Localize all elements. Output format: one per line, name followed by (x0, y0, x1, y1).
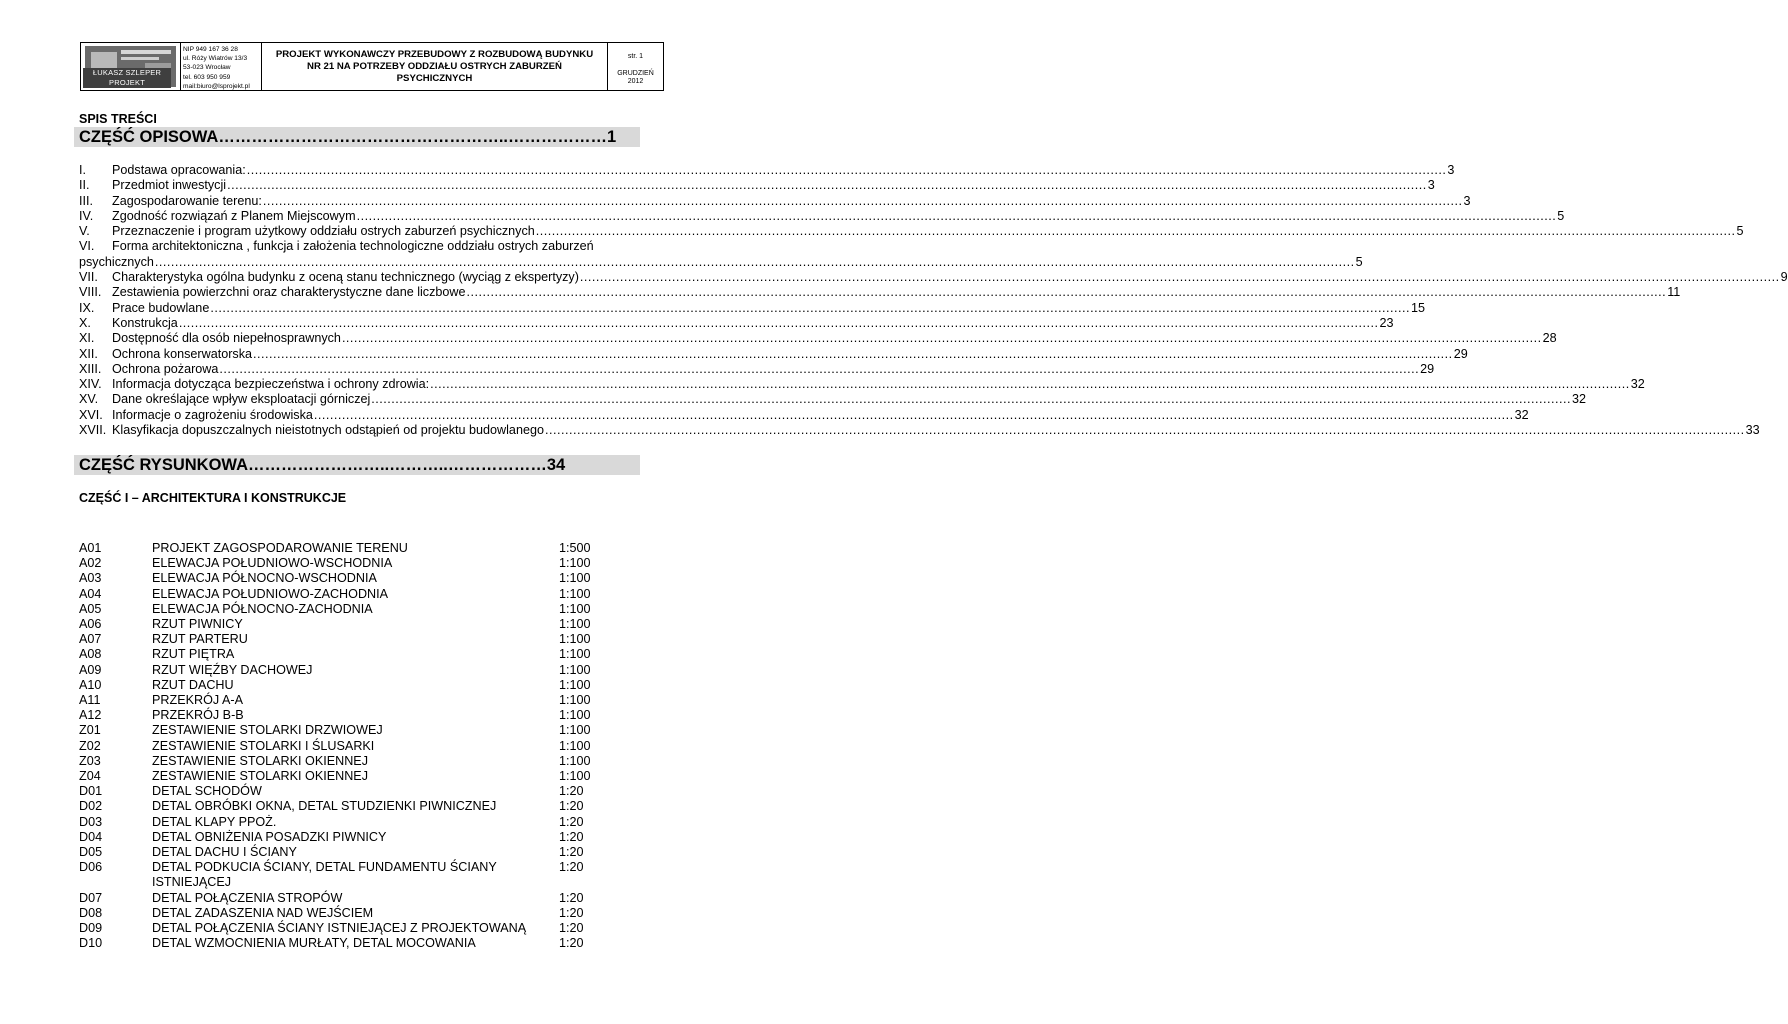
drawing-row (79, 769, 669, 784)
toc-entry-page: 3 (1463, 193, 1471, 208)
toc-entry-title: psychicznych (79, 254, 154, 269)
toc-entry[interactable] (79, 392, 1586, 407)
drawing-scale: 1:100 (559, 677, 591, 692)
drawing-scale: 1:100 (559, 662, 591, 677)
logo-text: ŁUKASZ SZLEPER PROJEKT (83, 68, 171, 88)
toc-part2-heading: CZĘŚĆ RYSUNKOWA……………………..………..………………34 (79, 456, 566, 474)
drawing-code: A04 (79, 586, 102, 601)
drawing-title: ELEWACJA POŁUDNIOWO-ZACHODNIA (152, 586, 389, 601)
drawing-code: D01 (79, 784, 103, 799)
drawing-title: DETAL DACHU I ŚCIANY (152, 845, 297, 860)
toc-entry-page: 28 (1542, 331, 1557, 346)
toc-list (79, 163, 1788, 438)
toc-dot-leader: ............................................................................................................................................................................................................................................................................................................ (246, 163, 1447, 177)
toc-entry-page: 29 (1453, 346, 1468, 361)
drawing-scale: 1:100 (559, 738, 591, 753)
contact-street: ul. Róży Wiatrów 13/3 (183, 55, 248, 63)
drawing-title: RZUT WIĘŹBY DACHOWEJ (152, 662, 313, 677)
drawing-code: A06 (79, 617, 102, 632)
toc-entry-number: XI. (79, 331, 95, 346)
drawing-code: D08 (79, 905, 103, 920)
toc-entry-page: 3 (1447, 163, 1455, 177)
drawing-title: RZUT DACHU (152, 677, 234, 692)
drawing-code: A10 (79, 677, 102, 692)
drawing-row (79, 845, 669, 860)
toc-entry-page: 5 (1557, 208, 1565, 223)
drawing-title: DETAL POŁĄCZENIA STROPÓW (152, 890, 343, 905)
toc-entry-title: Informacje o zagrożeniu środowiska (112, 407, 313, 422)
toc-entry-title: Informacja dotycząca bezpieczeństwa i ochrony zdrowia: (112, 377, 430, 392)
drawing-title: DETAL ZADASZENIA NAD WEJŚCIEM (152, 905, 374, 920)
toc-entry-page: 29 (1420, 361, 1435, 376)
drawing-scale: 1:100 (559, 617, 591, 632)
drawing-title: PRZEKRÓJ B-B (152, 708, 244, 723)
drawing-code: Z03 (79, 753, 101, 768)
toc-dot-leader: ............................................................................................................................................................................................................................................................................................................ (210, 300, 1411, 315)
drawing-title: PRZEKRÓJ A-A (152, 693, 243, 708)
drawing-code: Z04 (79, 769, 101, 784)
toc-entry[interactable] (79, 331, 1557, 346)
toc-entry-title: Forma architektoniczna , funkcja i założenia technologiczne oddziału ostrych zaburzeń (112, 239, 594, 254)
contact-city: 53-023 Wrocław (183, 64, 231, 72)
drawing-scale: 1:20 (559, 921, 584, 936)
drawing-row (79, 678, 669, 693)
drawing-row (79, 571, 669, 586)
drawing-code: D04 (79, 829, 103, 844)
drawing-scale: 1:100 (559, 769, 591, 784)
toc-dot-leader: ............................................................................................................................................................................................................................................................................................................ (253, 346, 1453, 361)
drawing-row (79, 602, 669, 617)
toc-dot-leader: ............................................................................................................................................................................................................................................................................................................ (219, 361, 1420, 376)
page-number: str. 1 (627, 53, 644, 60)
toc-entry-number: XVII. (79, 423, 107, 438)
toc-entry-title: Przeznaczenie i program użytkowy oddziału ostrych zaburzeń psychicznych (112, 224, 535, 239)
drawing-code: A03 (79, 571, 102, 586)
toc-entry-page: 11 (1667, 285, 1681, 300)
drawing-code: A08 (79, 647, 102, 662)
toc-entry[interactable] (79, 300, 1426, 316)
drawing-code: D10 (79, 936, 103, 951)
toc-entry-title: Klasyfikacja dopuszczalnych nieistotnych odstąpień od projektu budowlanego (112, 423, 544, 438)
drawing-row (79, 632, 669, 647)
drawing-code: A02 (79, 556, 102, 571)
toc-entry[interactable] (79, 346, 1468, 362)
drawing-title: DETAL POŁĄCZENIA ŚCIANY ISTNIEJĄCEJ Z PROJEKTOWANĄ (152, 921, 527, 936)
toc-dot-leader: ............................................................................................................................................................................................................................................................................................................ (341, 331, 1542, 346)
toc-entry[interactable] (79, 285, 1681, 300)
drawing-code: D09 (79, 921, 103, 936)
drawing-row (79, 587, 669, 602)
toc-entry[interactable] (79, 377, 1645, 392)
drawing-code: D02 (79, 799, 103, 814)
toc-entry[interactable] (79, 208, 1565, 224)
toc-entry-title: Podstawa opracowania: (112, 163, 246, 177)
contact-info (181, 43, 262, 90)
toc-entry-page: 3 (1427, 178, 1435, 193)
drawing-scale: 1:20 (559, 799, 584, 814)
drawing-list (79, 541, 669, 951)
drawing-row (79, 815, 669, 830)
toc-entry-title: Przedmiot inwestycji (112, 178, 227, 193)
drawing-row (79, 830, 669, 845)
toc-entry[interactable] (79, 270, 1788, 285)
drawing-title: ELEWACJA PÓŁNOCNO-WSCHODNIA (152, 571, 377, 586)
toc-dot-leader: ............................................................................................................................................................................................................................................................................................................ (544, 423, 1745, 438)
drawing-code: D07 (79, 890, 103, 905)
toc-dot-leader: ............................................................................................................................................................................................................................................................................................................ (227, 178, 1427, 193)
toc-heading: SPIS TREŚCI (79, 112, 157, 126)
toc-entry-number: XIV. (79, 377, 102, 392)
toc-entry[interactable] (79, 361, 1435, 377)
drawing-row (79, 617, 669, 632)
drawing-row (79, 784, 669, 799)
toc-entry-title: Dane określające wpływ eksploatacji górniczej (112, 392, 371, 407)
toc-entry-number: XV. (79, 392, 99, 407)
drawing-scale: 1:100 (559, 601, 591, 616)
toc-entry-page: 5 (1736, 224, 1744, 239)
drawing-scale: 1:20 (559, 829, 584, 844)
drawing-code: D05 (79, 845, 103, 860)
toc-entry-page: 33 (1745, 423, 1760, 438)
contact-email: mail:biuro@lsprojekt.pl (183, 82, 250, 90)
drawing-code: A05 (79, 601, 102, 616)
drawing-code: A07 (79, 632, 102, 647)
drawing-title: RZUT PIWNICY (152, 617, 243, 632)
drawing-title: ZESTAWIENIE STOLARKI I ŚLUSARKI (152, 738, 375, 753)
drawing-code: D06 (79, 860, 103, 875)
drawing-row (79, 921, 669, 936)
toc-dot-leader: ............................................................................................................................................................................................................................................................................................................ (313, 407, 1514, 422)
toc-dot-leader: ............................................................................................................................................................................................................................................................................................................ (430, 377, 1630, 392)
toc-entry-page: 9 (1780, 270, 1788, 285)
drawing-code: A01 (79, 541, 102, 555)
toc-entry-page: 5 (1355, 254, 1363, 269)
drawing-row (79, 723, 669, 738)
drawing-scale: 1:100 (559, 693, 591, 708)
toc-entry-number: XII. (79, 346, 98, 361)
toc-entry[interactable] (79, 178, 1435, 193)
drawing-title: RZUT PARTERU (152, 632, 248, 647)
toc-entry[interactable] (79, 163, 1455, 178)
page-info (608, 43, 663, 90)
drawing-code: A11 (79, 693, 101, 708)
drawing-scale: 1:20 (559, 784, 584, 799)
toc-entry-title: Zgodność rozwiązań z Planem Miejscowym (112, 208, 356, 223)
toc-entry[interactable] (79, 407, 1529, 423)
drawing-title: ELEWACJA POŁUDNIOWO-WSCHODNIA (152, 556, 393, 571)
drawing-scale: 1:100 (559, 647, 591, 662)
contact-phone: tel. 603 950 959 (183, 73, 231, 81)
drawing-scale: 1:20 (559, 936, 584, 951)
toc-entry-number: VIII. (79, 285, 102, 300)
drawing-row (79, 693, 669, 708)
drawing-title: ELEWACJA PÓŁNOCNO-ZACHODNIA (152, 601, 373, 616)
toc-entry-number: II. (79, 178, 90, 193)
document-header (80, 42, 664, 91)
toc-entry-number: IV. (79, 208, 94, 223)
drawing-row (79, 754, 669, 769)
drawing-scale: 1:100 (559, 571, 591, 586)
toc-dot-leader: ............................................................................................................................................................................................................................................................................................................ (262, 193, 1463, 208)
drawing-scale: 1:20 (559, 905, 584, 920)
toc-dot-leader: ............................................................................................................................................................................................................................................................................................................ (371, 392, 1571, 407)
drawing-code: A09 (79, 662, 102, 677)
drawing-row (79, 647, 669, 662)
drawing-scale: 1:100 (559, 632, 591, 647)
drawing-code: Z01 (79, 723, 101, 738)
toc-entry-title: Konstrukcja (112, 315, 178, 330)
toc-entry-number: VI. (79, 239, 95, 254)
toc-entry-title: Zestawienia powierzchni oraz charakterystyczne dane liczbowe (112, 285, 466, 300)
toc-entry[interactable] (79, 423, 1760, 438)
toc-dot-leader: ............................................................................................................................................................................................................................................................................................................ (466, 285, 1667, 300)
toc-entry-title: Charakterystyka ogólna budynku z oceną stanu technicznego (wyciąg z ekspertyzy) (112, 270, 579, 285)
toc-entry-page: 15 (1411, 300, 1426, 315)
toc-entry-title: Ochrona pożarowa (112, 361, 219, 376)
drawing-title: PROJEKT ZAGOSPODAROWANIE TERENU (152, 541, 408, 555)
drawing-title: DETAL PODKUCIA ŚCIANY, DETAL FUNDAMENTU ŚCIANY ISTNIEJĄCEJ (152, 860, 497, 890)
drawing-row (79, 556, 669, 571)
drawing-title: ZESTAWIENIE STOLARKI DRZWIOWEJ (152, 723, 383, 738)
drawing-title: DETAL WZMOCNIENIA MURŁATY, DETAL MOCOWANIA (152, 936, 476, 951)
toc-entry-title: Prace budowlane (112, 300, 210, 315)
drawing-title: DETAL KLAPY PPOŻ. (152, 814, 277, 829)
contact-nip: NIP 949 167 36 28 (183, 46, 238, 53)
toc-entry-number: VII. (79, 270, 98, 285)
document-date (608, 70, 663, 86)
date-month: GRUDZIEŃ (617, 70, 654, 77)
toc-entry[interactable] (79, 239, 649, 254)
company-logo (81, 43, 181, 90)
drawing-row (79, 708, 669, 723)
toc-entry-number: V. (79, 224, 90, 239)
toc-entry[interactable] (79, 193, 1471, 209)
drawing-row (79, 860, 669, 890)
drawing-code: D03 (79, 814, 103, 829)
drawing-title: ZESTAWIENIE STOLARKI OKIENNEJ (152, 769, 368, 784)
toc-entry[interactable] (79, 254, 1363, 270)
toc-dot-leader: ............................................................................................................................................................................................................................................................................................................ (535, 224, 1736, 239)
toc-entry-title: Dostępność dla osób niepełnosprawnych (112, 331, 341, 346)
drawing-scale: 1:20 (559, 890, 584, 905)
toc-dot-leader: ............................................................................................................................................................................................................................................................................................................ (154, 254, 1355, 269)
project-title: PROJEKT WYKONAWCZY PRZEBUDOWY Z ROZBUDOWĄ BUDYNKU NR 21 NA POTRZEBY ODDZIAŁU OSTRYCH ZABURZEŃ PSYCHICZNYCH (262, 43, 608, 90)
drawing-scale: 1:100 (559, 723, 591, 738)
drawing-row (79, 541, 669, 556)
drawing-row (79, 906, 669, 921)
drawing-scale: 1:100 (559, 586, 591, 601)
toc-entry-page: 32 (1514, 407, 1529, 422)
toc-entry-number: XIII. (79, 361, 102, 376)
toc-dot-leader: ............................................................................................................................................................................................................................................................................................................ (579, 270, 1780, 285)
drawing-title: DETAL OBNIŻENIA POSADZKI PIWNICY (152, 829, 387, 844)
toc-entry-number: XVI. (79, 407, 103, 422)
toc-entry-page: 32 (1630, 377, 1645, 392)
drawing-row (79, 936, 669, 951)
section-heading: CZĘŚĆ I – ARCHITEKTURA I KONSTRUKCJE (79, 491, 347, 505)
drawing-title: DETAL OBRÓBKI OKNA, DETAL STUDZIENKI PIWNICZNEJ (152, 799, 497, 814)
drawing-scale: 1:100 (559, 753, 591, 768)
drawing-scale: 1:20 (559, 860, 584, 875)
toc-entry[interactable] (79, 315, 1394, 331)
toc-entry-page: 23 (1379, 315, 1394, 330)
toc-entry-title: Zagospodarowanie terenu: (112, 193, 262, 208)
drawing-scale: 1:20 (559, 814, 584, 829)
toc-entry-number: III. (79, 193, 93, 208)
toc-entry-number: I. (79, 163, 86, 177)
toc-dot-leader: ............................................................................................................................................................................................................................................................................................................ (178, 315, 1379, 330)
drawing-row (79, 799, 669, 814)
drawing-row (79, 891, 669, 906)
toc-entry-number: IX. (79, 300, 95, 315)
drawing-scale: 1:20 (559, 845, 584, 860)
drawing-title: ZESTAWIENIE STOLARKI OKIENNEJ (152, 753, 368, 768)
drawing-scale: 1:500 (559, 541, 591, 555)
toc-part1-heading: CZĘŚĆ OPISOWA……………………………………………..………………1 (79, 128, 617, 146)
drawing-code: A12 (79, 708, 102, 723)
drawing-title: RZUT PIĘTRA (152, 647, 235, 662)
drawing-row (79, 739, 669, 754)
toc-dot-leader: ............................................................................................................................................................................................................................................................................................................ (356, 208, 1557, 223)
drawing-code: Z02 (79, 738, 101, 753)
date-year: 2012 (627, 78, 644, 85)
drawing-title: DETAL SCHODÓW (152, 784, 262, 799)
toc-entry-title: Ochrona konserwatorska (112, 346, 252, 361)
drawing-scale: 1:100 (559, 708, 591, 723)
drawing-scale: 1:100 (559, 556, 591, 571)
toc-entry-page: 32 (1571, 392, 1586, 407)
drawing-row (79, 663, 669, 678)
toc-entry[interactable] (79, 224, 1744, 239)
toc-entry-number: X. (79, 315, 91, 330)
